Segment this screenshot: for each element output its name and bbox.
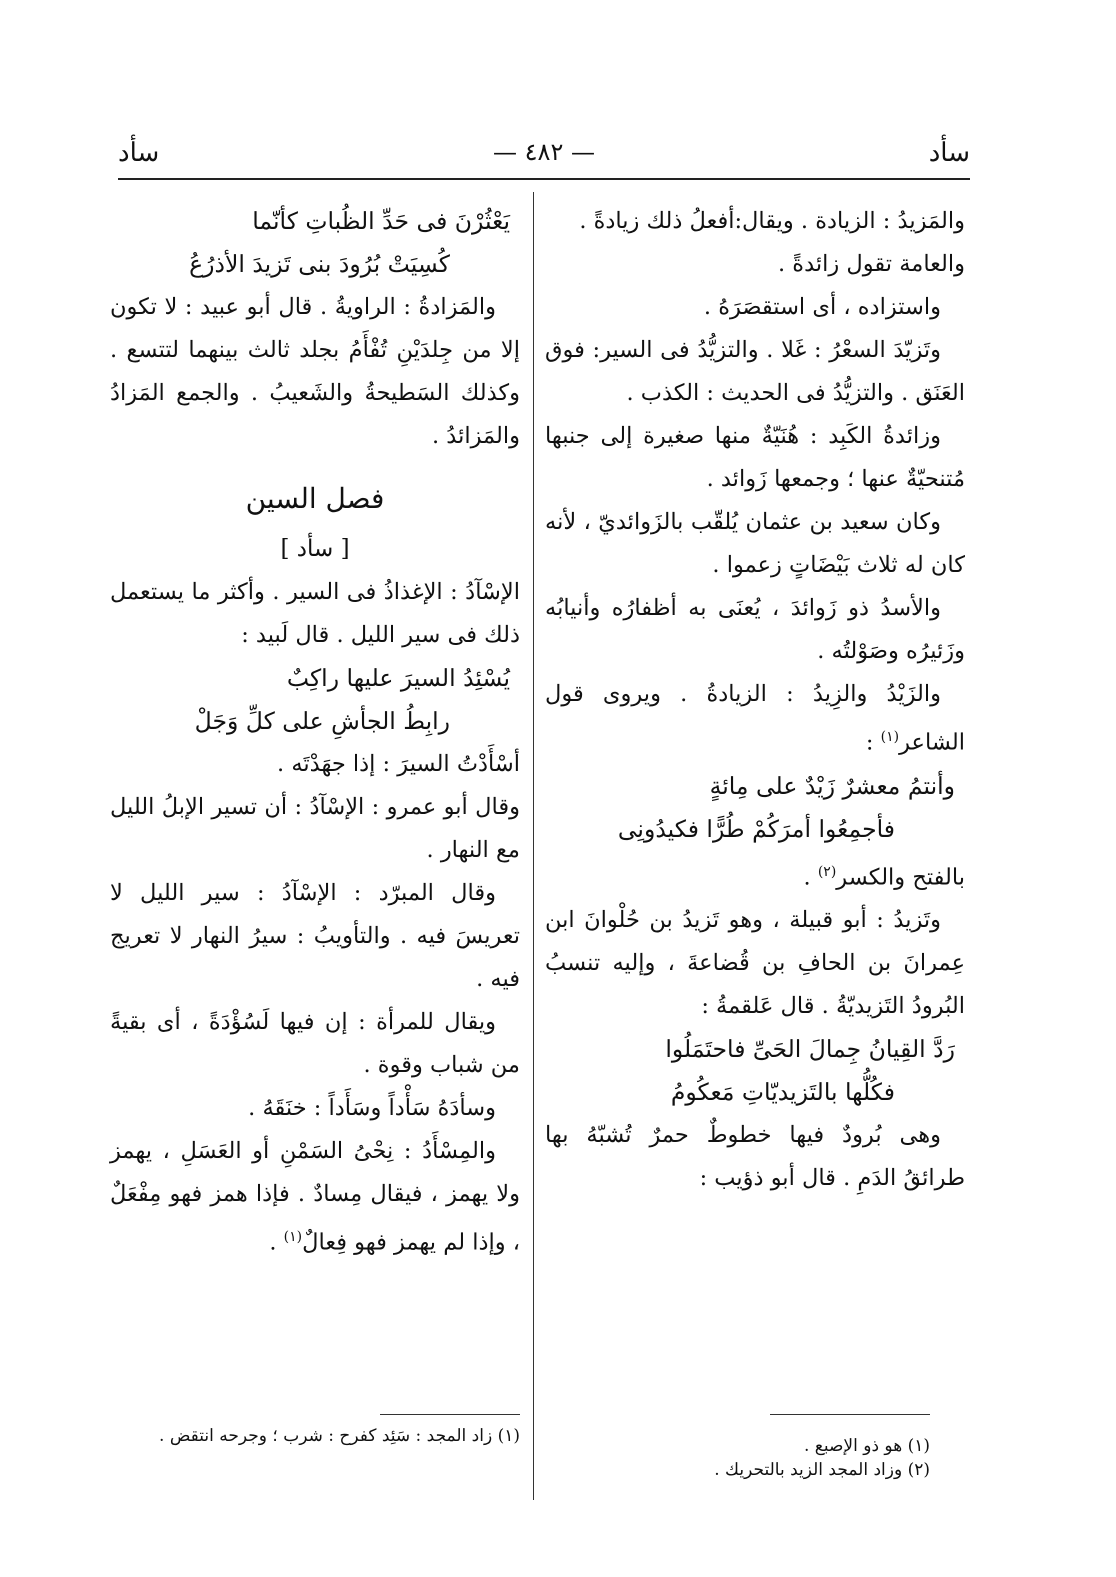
punctuation: . [269, 1229, 284, 1256]
verse-line: وأنتمُ معشرٌ زَيْدٌ على مِائةٍ [709, 771, 955, 800]
punctuation: . [803, 864, 818, 890]
paragraph: واستزاده ، أى استقصَرَهُ . [703, 294, 941, 320]
footnote: (١) هو ذو الإصبع . [804, 1436, 930, 1456]
right-column [545, 200, 965, 1200]
verse-line: رابِطُ الجأشِ على كلِّ وَجَلْ [194, 707, 450, 735]
paragraph: والعامة تقول زائدةً . [778, 251, 965, 277]
verse-line: يَعْثُرْنَ فى حَدِّ الظُباتِ كأنّما [252, 207, 510, 235]
footnote: (٢) وزاد المجد الزيد بالتحريك . [714, 1460, 930, 1480]
punctuation: : [865, 729, 881, 756]
paragraph [110, 1130, 520, 1265]
left-column [110, 200, 520, 1265]
column-divider [533, 192, 534, 1500]
verse-line: فكُلُّها بالتَزيديّاتِ مَعكُومُ [670, 1078, 895, 1106]
paragraph: والأسدُ ذو زَوائدَ ، يُعنَى به أظفارُه وأنيابُه وزَئيرُه وصَوْلتُه . [545, 595, 965, 664]
section-title: فصل السين [245, 482, 385, 515]
paragraph: وهى بُرودٌ فيها خطوطٌ حمرٌ تُشبّهُ بها طرائقُ الدَمِ . قال أبو ذؤيب : [545, 1122, 965, 1191]
footnote-rule [770, 1414, 930, 1415]
paragraph: وقال المبرّد : الإسْآدُ : سير الليل لا تعريسَ فيه . والتأويبُ : سيرُ النهار لا تعريج فيه . [110, 880, 520, 992]
paragraph-text: والزَيْدُ والزِيدُ : الزيادةُ . ويروى قول الشاعر [545, 681, 965, 756]
footnote-rule [380, 1414, 520, 1415]
paragraph-text: بالفتح والكسر [836, 864, 965, 890]
paragraph: ويقال للمرأة : إن فيها لَسُؤْدَةً ، أى بقيةً من شباب وقوة . [110, 1009, 520, 1078]
verse-line: يُسْئِدُ السيرَ عليها راكِبٌ [286, 664, 510, 692]
paragraph: وتَزيدُ : أبو قبيلة ، وهو تَزيدُ بن حُلْوانَ ابن عِمرانَ بن الحافِ بن قُضاعةَ ، وإليه تنسبُ البُرودُ التَزيديّةُ . قال عَلقمةُ : [545, 907, 965, 1019]
footnote-marker: (١) [880, 729, 900, 745]
verse-line: كُسِيَتْ بُرُودَ بنى تَزيدَ الأذرُعُ [189, 250, 450, 278]
verse-line: فأجمِعُوا أمرَكُمْ طُرًّا فكيدُونِى [617, 814, 895, 843]
paragraph [545, 851, 965, 900]
footnotes-right [545, 1434, 930, 1482]
paragraph: وسأدَهُ سَأْداً وسَأَداً : خنَقَهُ . [248, 1095, 496, 1121]
guide-word-left: سأد [118, 138, 160, 168]
paragraph: وقال أبو عمرو : الإسْآدُ : أن تسير الإبلُ الليل مع النهار . [110, 794, 520, 863]
paragraph: أسْأَدْتُ السيرَ : إذا جهَدْتَه . [277, 751, 520, 777]
paragraph-text: والمِسْأَدُ : نِحْىُ السَمْنِ أو العَسَلِ ، يهمز ولا يهمز ، فيقال مِسادٌ . فإذا همز فهو مِفْعَلٌ ، وإذا لم يهمز فهو فِعالٌ [110, 1138, 520, 1256]
paragraph: وزائدةُ الكَبِد : هُنَيّةٌ منها صغيرة إلى جنبها مُتنحيّةٌ عنها ؛ وجمعها زَوائد . [545, 423, 965, 492]
footnotes-left [110, 1424, 520, 1448]
page-number: — ٤٨٢ — [493, 138, 595, 166]
header-rule [118, 178, 970, 180]
paragraph: الإسْآدُ : الإغذاذُ فى السير . وأكثر ما يستعمل ذلك فى سير الليل . قال لَبيد : [110, 579, 520, 648]
paragraph [545, 673, 965, 765]
footnote-marker: (١) [283, 1229, 303, 1245]
guide-word-right: سأد [928, 138, 970, 168]
paragraph: والمَزيدُ : الزيادة . ويقال:أفعلُ ذلك زيادةً . [579, 208, 965, 234]
root-heading: [ سأد ] [280, 536, 350, 562]
verse-line: رَدَّ القِيانُ جِمالَ الحَىِّ فاحتَمَلُوا [665, 1035, 955, 1063]
page-header [118, 138, 970, 178]
paragraph: وتَزيّدَ السعْرُ : غَلا . والتزيُّدُ فى السير: فوق العَنَق . والتزيُّدُ فى الحديث : الكذب . [545, 337, 965, 406]
paragraph: والمَزادةُ : الراويةُ . قال أبو عبيد : لا تكون إلا من جِلدَيْنِ تُفْأَمُ بجلد ثالث بينهما لتتسع . وكذلك السَطيحةُ والشَعيبُ . والجمع المَزادُ والمَزائدُ . [110, 294, 520, 449]
paragraph: وكان سعيد بن عثمان يُلقّب بالزَوائديّ ، لأنه كان له ثلاث بَيْضَاتٍ زعموا . [545, 509, 965, 578]
footnote-marker: (٢) [817, 863, 837, 880]
footnote: (١) زاد المجد : سَئِد كفرح : شرب ؛ وجرحه انتقض . [159, 1426, 520, 1446]
